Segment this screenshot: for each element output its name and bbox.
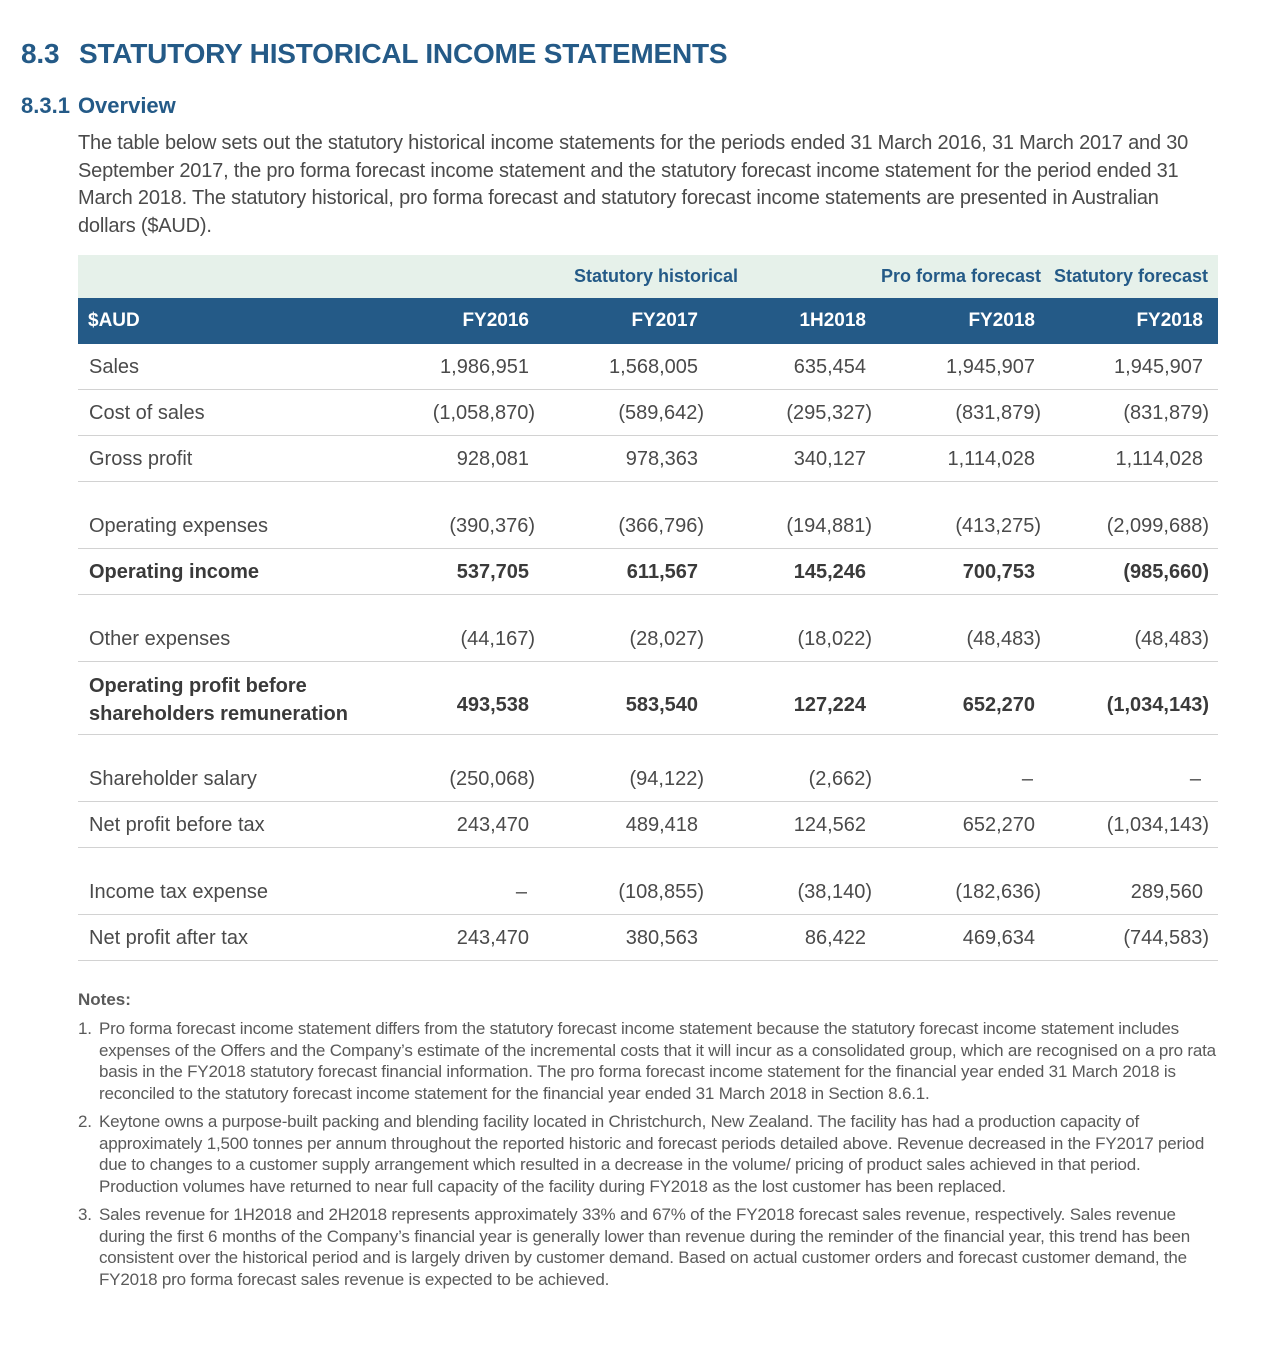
row-spacer bbox=[78, 595, 1218, 616]
table-row bbox=[78, 802, 1218, 848]
table-cell: 469,634 bbox=[962, 927, 1035, 949]
table-cell: 635,454 bbox=[793, 356, 866, 378]
row-label: Net profit before tax bbox=[89, 814, 265, 836]
table-cell: 1,114,028 bbox=[1115, 448, 1203, 470]
table-cell: 86,422 bbox=[804, 927, 866, 949]
table-cell: (744,583) bbox=[1123, 927, 1209, 949]
table-cell: 652,270 bbox=[962, 694, 1035, 716]
table-cell: (194,881) bbox=[786, 515, 872, 537]
note-item bbox=[78, 1204, 1218, 1290]
note-number: 1. bbox=[78, 1019, 92, 1038]
table-cell: (18,022) bbox=[797, 628, 872, 650]
table-row bbox=[78, 390, 1218, 436]
row-spacer bbox=[78, 482, 1218, 503]
table-row bbox=[78, 756, 1218, 802]
table-row bbox=[78, 503, 1218, 549]
row-label-line: Operating profit before bbox=[89, 675, 307, 697]
table-cell: – bbox=[1189, 768, 1201, 790]
table-cell: (182,636) bbox=[955, 881, 1041, 903]
table-cell: (1,034,143) bbox=[1106, 694, 1209, 716]
column-header-row bbox=[78, 298, 1218, 344]
currency-label: $AUD bbox=[88, 310, 140, 331]
table-row bbox=[78, 869, 1218, 915]
table-cell: – bbox=[1021, 768, 1033, 790]
table-row bbox=[78, 662, 1218, 735]
income-statement-table bbox=[78, 255, 1218, 961]
table-cell: 243,470 bbox=[456, 814, 529, 836]
table-cell: (108,855) bbox=[618, 881, 704, 903]
table-cell: 1,568,005 bbox=[609, 356, 698, 378]
table-cell: (589,642) bbox=[618, 402, 704, 424]
row-label: Gross profit bbox=[89, 448, 193, 470]
table-row bbox=[78, 344, 1218, 390]
row-label: Operating expenses bbox=[89, 515, 269, 537]
table-cell: (94,122) bbox=[629, 768, 704, 790]
section-number: 8.3 bbox=[21, 38, 60, 69]
table-cell: (390,376) bbox=[449, 515, 535, 537]
section-heading bbox=[21, 38, 727, 70]
table-cell: (2,662) bbox=[808, 768, 872, 790]
row-label-line: shareholders remuneration bbox=[89, 703, 348, 725]
row-spacer bbox=[78, 848, 1218, 869]
row-label: Income tax expense bbox=[89, 881, 268, 903]
table-cell: 1,945,907 bbox=[946, 356, 1035, 378]
row-label: Shareholder salary bbox=[89, 768, 257, 790]
table-cell: (48,483) bbox=[966, 628, 1041, 650]
table-cell: (250,068) bbox=[449, 768, 535, 790]
group-header-row bbox=[78, 255, 1218, 298]
note-number: 2. bbox=[78, 1112, 92, 1131]
table-cell: 1,945,907 bbox=[1114, 356, 1203, 378]
group-header-pro-forma-forecast: Pro forma forecast bbox=[881, 266, 1042, 286]
table-cell: (413,275) bbox=[955, 515, 1041, 537]
table-cell: 127,224 bbox=[793, 694, 866, 716]
table-cell: (1,034,143) bbox=[1106, 814, 1209, 836]
table-cell: 489,418 bbox=[625, 814, 698, 836]
table-cell: (1,058,870) bbox=[432, 402, 535, 424]
note-number: 3. bbox=[78, 1205, 92, 1224]
table-cell: 380,563 bbox=[625, 927, 698, 949]
table-cell: – bbox=[515, 881, 527, 903]
table-cell: 537,705 bbox=[456, 561, 529, 583]
table-cell: (38,140) bbox=[797, 881, 872, 903]
table-row bbox=[78, 915, 1218, 961]
table-cell: (831,879) bbox=[1123, 402, 1209, 424]
row-label: Other expenses bbox=[89, 628, 231, 650]
table-cell: 145,246 bbox=[793, 561, 866, 583]
table-cell: 652,270 bbox=[962, 814, 1035, 836]
table-cell: (295,327) bbox=[786, 402, 872, 424]
table-cell: 978,363 bbox=[625, 448, 698, 470]
table-cell: 289,560 bbox=[1130, 881, 1203, 903]
intro-paragraph: The table below sets out the statutory historical income statements for the periods ended 31 March 2016, 31 March 2017 and 30 September 2017, the pro forma forecast income statement and the statutory forecast income statement for the period ended 31 March 2018. The statutory historical, pro forma forecast and statutory forecast income statements are presented in Australian dollars ($AUD). bbox=[78, 132, 1189, 237]
table-cell: (48,483) bbox=[1134, 628, 1209, 650]
table-cell: (366,796) bbox=[618, 515, 704, 537]
column-header-fy2018-statutory: FY2018 bbox=[1136, 310, 1203, 331]
table-row bbox=[78, 616, 1218, 662]
row-label: Net profit after tax bbox=[89, 927, 248, 949]
table-cell: 124,562 bbox=[793, 814, 866, 836]
column-header-1h2018: 1H2018 bbox=[799, 310, 866, 331]
row-label: Operating income bbox=[89, 561, 260, 583]
notes-list bbox=[78, 1018, 1218, 1297]
notes-title: Notes: bbox=[78, 990, 131, 1009]
column-header-fy2017: FY2017 bbox=[631, 310, 698, 331]
table-cell: 928,081 bbox=[456, 448, 529, 470]
table-cell: 1,114,028 bbox=[947, 448, 1035, 470]
table-cell: (28,027) bbox=[629, 628, 704, 650]
note-item bbox=[78, 1018, 1218, 1104]
table-cell: 340,127 bbox=[793, 448, 866, 470]
table-cell: (985,660) bbox=[1123, 561, 1209, 583]
table-row bbox=[78, 436, 1218, 482]
column-header-fy2016: FY2016 bbox=[462, 310, 529, 331]
group-header-statutory-forecast: Statutory forecast bbox=[1054, 266, 1209, 286]
row-label: Cost of sales bbox=[89, 402, 205, 424]
note-text: Pro forma forecast income statement differs from the statutory forecast income statement because the statutory forecast income statement includes expenses of the Offers and the Company’s estimate of the incremental costs that it will incur as a consolidated group, which are recognised on a pro rata basis in the FY2018 statutory forecast financial information. The pro forma forecast income statement for the financial year ended 31 March 2018 is reconciled to the statutory forecast income statement for the financial year ended 31 March 2018 in Section 8.6.1. bbox=[99, 1019, 1216, 1103]
subsection-title: Overview bbox=[77, 93, 176, 118]
group-header-statutory-historical: Statutory historical bbox=[574, 266, 739, 286]
note-item bbox=[78, 1111, 1218, 1197]
table-cell: 1,986,951 bbox=[440, 356, 529, 378]
note-text: Keytone owns a purpose-built packing and blending facility located in Christchurch, New Zealand. The facility has had a production capacity of approximately 1,500 tonnes per annum throughout the reported historic and forecast periods detailed above. Revenue decreased in the FY2017 period due to changes to a customer supply arrangement which resulted in a decrease in the volume/ pricing of product sales achieved in that period. Production volumes have returned to near full capacity of the facility during FY2018 as the lost customer has been replaced. bbox=[99, 1112, 1205, 1196]
table-cell: (2,099,688) bbox=[1106, 515, 1209, 537]
table-cell: 611,567 bbox=[626, 561, 698, 583]
table-cell: 700,753 bbox=[962, 561, 1035, 583]
note-text: Sales revenue for 1H2018 and 2H2018 represents approximately 33% and 67% of the FY2018 forecast sales revenue, respectively. Sales revenue during the first 6 months of the Company’s financial year is generally lower than revenue during the reminder of the financial year, this trend has been consistent over the historical period and is largely driven by customer demand. Based on actual customer orders and forecast customer demand, the FY2018 pro forma forecast sales revenue is expected to be achieved. bbox=[99, 1205, 1190, 1289]
table-cell: 243,470 bbox=[456, 927, 529, 949]
subsection-number: 8.3.1 bbox=[21, 93, 70, 118]
table-cell: (44,167) bbox=[460, 628, 535, 650]
section-title: STATUTORY HISTORICAL INCOME STATEMENTS bbox=[79, 38, 728, 69]
table-cell: 493,538 bbox=[456, 694, 529, 716]
subsection-heading bbox=[21, 93, 176, 119]
table-row bbox=[78, 549, 1218, 595]
table-cell: (831,879) bbox=[955, 402, 1041, 424]
column-header-fy2018-pro-forma: FY2018 bbox=[968, 310, 1035, 331]
row-label: Sales bbox=[89, 356, 140, 378]
table-cell: 583,540 bbox=[625, 694, 698, 716]
row-label bbox=[89, 672, 348, 728]
